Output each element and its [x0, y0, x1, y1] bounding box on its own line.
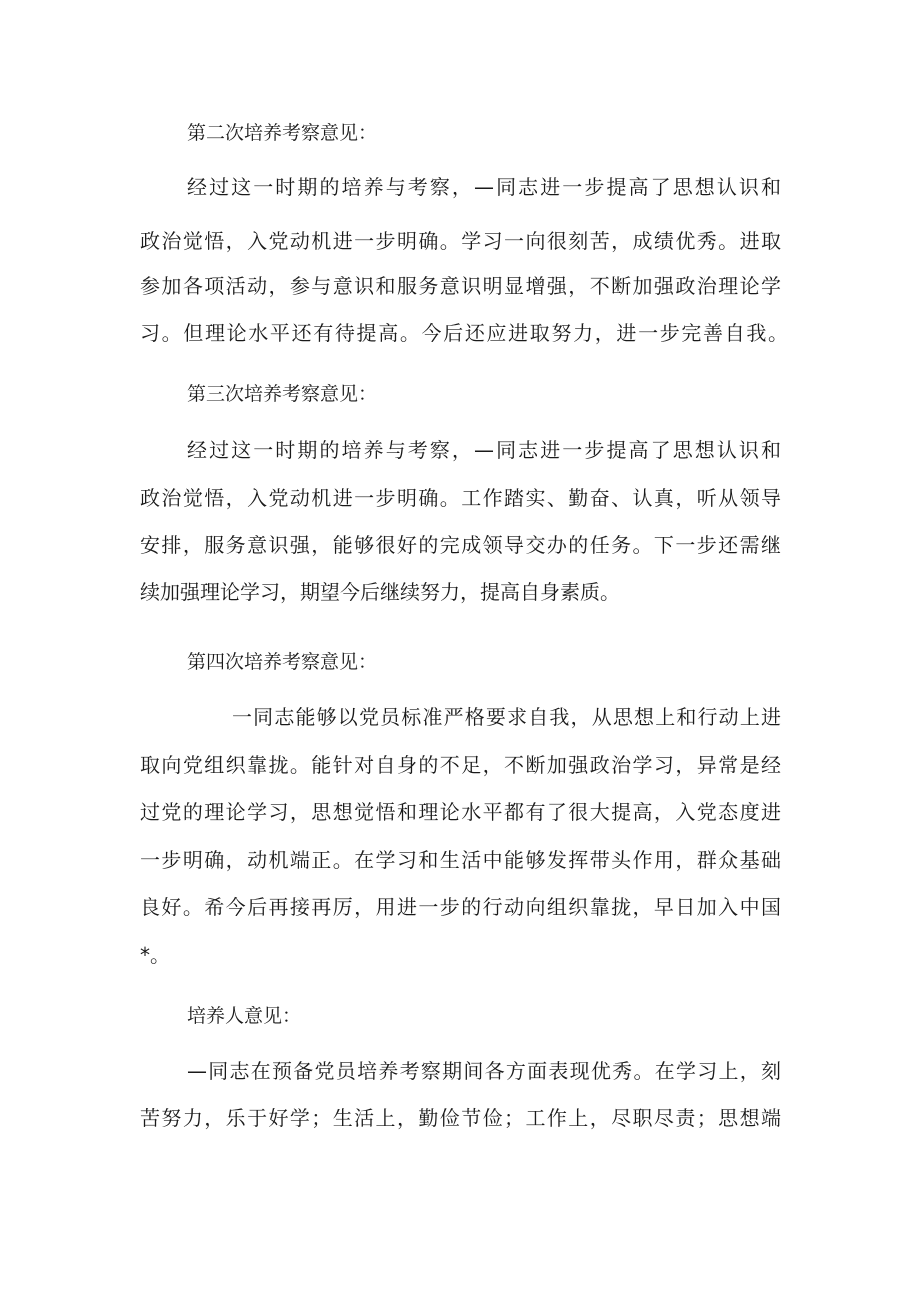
paragraph-line: *。 [140, 943, 170, 967]
section-heading: 第二次培养考察意见： [187, 122, 378, 144]
paragraph-line: —同志在预备党员培养考察期间各方面表现优秀。在学习上，刻 [187, 1059, 781, 1083]
section-heading: 第四次培养考察意见： [187, 651, 378, 673]
paragraph-line: 一同志能够以党员标准严格要求自我，从思想上和行动上进 [232, 705, 781, 729]
paragraph-line: 过党的理论学习，思想觉悟和理论水平都有了很大提高，入党态度进 [140, 800, 781, 824]
paragraph-line: 良好。希今后再接再厉，用进一步的行动向组织靠拢，早日加入中国 [140, 895, 781, 919]
paragraph-line: 习。但理论水平还有待提高。今后还应进取努力，进一步完善自我。 [140, 321, 788, 345]
paragraph-line: 一步明确，动机端正。在学习和生活中能够发挥带头作用，群众基础 [140, 848, 781, 872]
paragraph-line: 苦努力，乐于好学；生活上，勤俭节俭；工作上，尽职尽责；思想端 [140, 1106, 781, 1130]
paragraph-line: 政治觉悟，入党动机进一步明确。学习一向很刻苦，成绩优秀。进取 [140, 229, 781, 253]
paragraph-line: 参加各项活动，参与意识和服务意识明显增强，不断加强政治理论学 [140, 274, 781, 298]
paragraph-line: 取向党组织靠拢。能针对自身的不足，不断加强政治学习，异常是经 [140, 753, 781, 777]
paragraph-line: 续加强理论学习，期望今后继续努力，提高自身素质。 [140, 580, 620, 604]
section-heading: 培养人意见： [187, 1005, 302, 1027]
paragraph-line: 安排，服务意识强，能够很好的完成领导交办的任务。下一步还需继 [140, 533, 781, 557]
paragraph-line: 经过这一时期的培养与考察，—同志进一步提高了思想认识和 [187, 175, 781, 199]
paragraph-line: 经过这一时期的培养与考察，—同志进一步提高了思想认识和 [187, 438, 781, 462]
paragraph-line: 政治觉悟，入党动机进一步明确。工作踏实、勤奋、认真，听从领导 [140, 486, 781, 510]
section-heading: 第三次培养考察意见： [187, 383, 378, 405]
